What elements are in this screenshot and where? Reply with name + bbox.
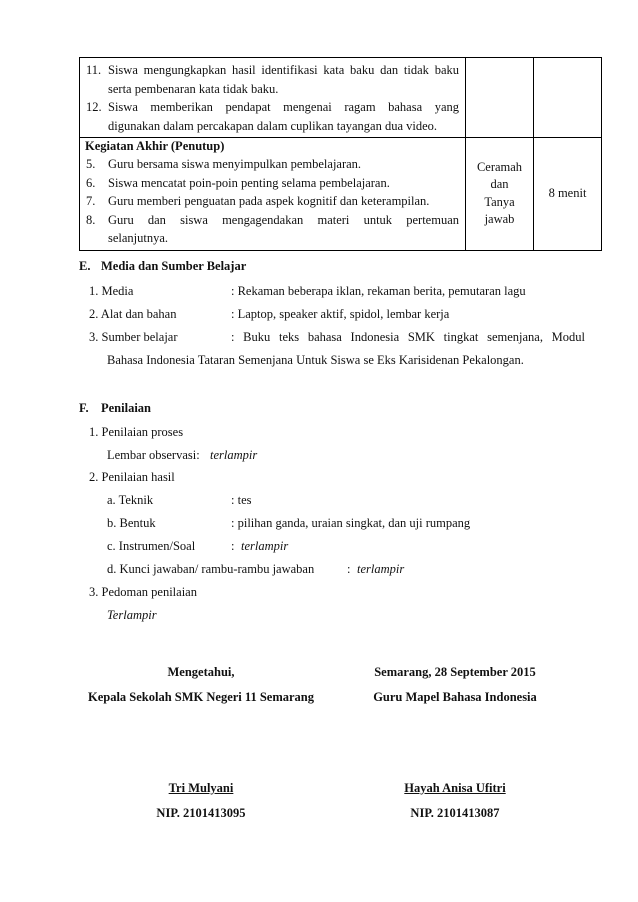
closing-title: Kegiatan Akhir (Penutup) <box>85 139 225 153</box>
item-text: Guru bersama siswa menyimpulkan pembelajaran. <box>108 157 362 171</box>
list-item <box>86 211 459 248</box>
list-item <box>86 155 459 174</box>
method-cell <box>466 58 534 138</box>
method-text: dan <box>490 177 509 192</box>
teknik-value: : tes <box>231 493 252 507</box>
item-text: Guru dan siswa mengagendakan materi untuk pertemuan <box>108 212 459 227</box>
kunci-value: terlampir <box>357 562 405 576</box>
penilaian-proses-label: 1. Penilaian proses <box>89 425 184 439</box>
bentuk-value: : pilihan ganda, uraian singkat, dan uji rumpang <box>231 516 471 530</box>
left-sign-name: Tri Mulyani <box>168 781 234 795</box>
section-f-title: Penilaian <box>101 401 152 415</box>
method-text: jawab <box>484 212 515 227</box>
item-text: digunakan dalam percakapan dalam cuplikan tayangan dua video. <box>108 118 438 133</box>
item-text: Siswa mencatat poin-poin penting selama pembelajaran. <box>108 175 390 190</box>
left-sign-heading: Mengetahui, <box>167 665 235 679</box>
bentuk-label: b. Bentuk <box>107 516 156 530</box>
left-sign-nip: NIP. 2101413095 <box>156 806 246 820</box>
sumber-value: : Buku teks bahasa Indonesia SMK tingkat semenjana, Modul <box>231 330 585 344</box>
activity-cell <box>80 58 466 138</box>
kunci-colon: : <box>347 562 351 576</box>
list-item <box>86 174 459 193</box>
item-text: serta pembenaran kata tidak baku. <box>108 81 279 96</box>
table-row <box>80 138 602 251</box>
sumber-continuation: Bahasa Indonesia Tataran Semenjana Untuk Siswa se Eks Karisidenan Pekalongan. <box>107 353 524 367</box>
right-sign-name: Hayah Anisa Ufitri <box>404 781 506 795</box>
lembar-label: Lembar observasi: <box>107 448 200 462</box>
pedoman-value: Terlampir <box>107 608 157 622</box>
item-text: selanjutnya. <box>108 231 169 245</box>
list-item <box>86 98 459 135</box>
pedoman-label: 3. Pedoman penilaian <box>89 585 197 599</box>
table-row <box>80 58 602 138</box>
time-text: 8 menit <box>548 186 587 200</box>
section-e-title: Media dan Sumber Belajar <box>101 259 247 273</box>
left-sign-title: Kepala Sekolah SMK Negeri 11 Semarang <box>87 690 315 704</box>
lembar-value: terlampir <box>210 448 258 462</box>
item-text: Siswa memberikan pendapat mengenai ragam bahasa yang <box>108 100 459 114</box>
right-sign-title: Guru Mapel Bahasa Indonesia <box>373 690 537 704</box>
instrumen-colon: : <box>231 539 238 553</box>
list-item <box>86 192 459 211</box>
item-number: 11. <box>86 63 102 77</box>
instrumen-label: c. Instrumen/Soal <box>107 539 196 553</box>
teknik-label: a. Teknik <box>107 493 154 507</box>
right-sign-place-date: Semarang, 28 September 2015 <box>374 665 536 679</box>
right-sign-nip: NIP. 2101413087 <box>410 806 500 820</box>
activity-cell <box>80 138 466 251</box>
section-e-letter: E. <box>79 259 91 273</box>
method-cell <box>466 138 534 251</box>
item-number: 5. <box>86 157 96 171</box>
item-text: Guru memberi penguatan pada aspek kognitif dan keterampilan. <box>108 194 430 208</box>
time-cell <box>534 138 602 251</box>
alat-label: 2. Alat dan bahan <box>89 307 177 321</box>
penilaian-hasil-label: 2. Penilaian hasil <box>89 470 175 484</box>
item-text: Siswa mengungkapkan hasil identifikasi kata baku dan tidak baku <box>108 63 459 77</box>
activity-table <box>79 57 602 251</box>
method-text: Tanya <box>484 194 515 209</box>
method-text: Ceramah <box>476 159 523 174</box>
list-item <box>86 61 459 98</box>
item-number: 6. <box>86 175 96 190</box>
item-number: 8. <box>86 212 96 227</box>
section-f-letter: F. <box>79 401 89 415</box>
item-number: 12. <box>86 100 102 114</box>
alat-value: : Laptop, speaker aktif, spidol, lembar kerja <box>231 307 450 321</box>
media-value: : Rekaman beberapa iklan, rekaman berita, pemutaran lagu <box>231 284 526 298</box>
sumber-label: 3. Sumber belajar <box>89 330 178 344</box>
time-cell <box>534 58 602 138</box>
instrumen-value: terlampir <box>241 539 289 553</box>
media-label: 1. Media <box>89 284 134 298</box>
kunci-label: d. Kunci jawaban/ rambu-rambu jawaban <box>107 562 315 576</box>
item-number: 7. <box>86 194 96 208</box>
